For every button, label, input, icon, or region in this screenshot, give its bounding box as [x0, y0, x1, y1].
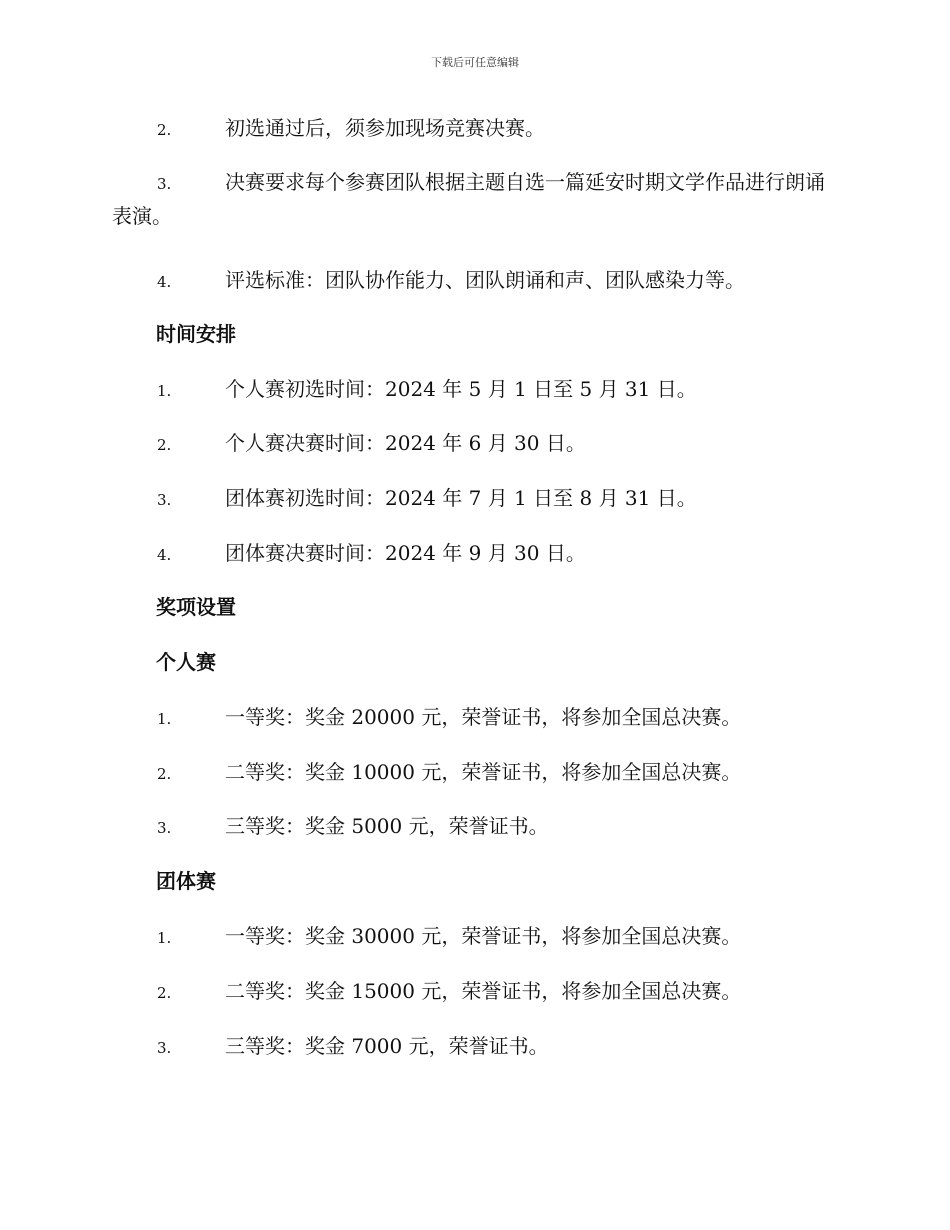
list-item: [112, 373, 837, 407]
item-text: 二等奖：奖金 10000 元，荣誉证书，将参加全国总决赛。: [225, 760, 742, 784]
list-item: [112, 112, 837, 146]
item-text: 评选标准：团队协作能力、团队朗诵和声、团队感染力等。: [225, 268, 745, 292]
list-item: [112, 482, 837, 516]
list-item: [112, 920, 837, 954]
list-item: [112, 166, 837, 232]
item-text: 决赛要求每个参赛团队根据主题自选一篇延安时期文学作品进行朗诵表演。: [112, 170, 825, 228]
item-text: 一等奖：奖金 30000 元，荣誉证书，将参加全国总决赛。: [225, 924, 742, 948]
list-item: [112, 975, 837, 1009]
list-item: [112, 1030, 837, 1064]
item-text: 三等奖：奖金 7000 元，荣誉证书。: [225, 1034, 549, 1058]
item-text: 二等奖：奖金 15000 元，荣誉证书，将参加全国总决赛。: [225, 979, 742, 1003]
item-text: 初选通过后，须参加现场竞赛决赛。: [225, 116, 545, 140]
item-number: 2.: [157, 984, 172, 1002]
list-item: [112, 810, 837, 844]
item-number: 2.: [157, 436, 172, 454]
item-number: 4.: [157, 546, 172, 564]
item-number: 3.: [157, 1039, 172, 1057]
page-header: 下载后可任意编辑: [431, 56, 519, 69]
list-item: [112, 427, 837, 461]
subheading-team: 团体赛: [156, 869, 216, 893]
item-text: 团体赛初选时间：2024 年 7 月 1 日至 8 月 31 日。: [225, 486, 697, 510]
item-number: 2.: [157, 765, 172, 783]
section-heading-schedule: 时间安排: [156, 322, 236, 346]
item-number: 3.: [157, 175, 172, 193]
item-text: 个人赛决赛时间：2024 年 6 月 30 日。: [225, 431, 586, 455]
item-text: 个人赛初选时间：2024 年 5 月 1 日至 5 月 31 日。: [225, 377, 697, 401]
item-text: 团体赛决赛时间：2024 年 9 月 30 日。: [225, 541, 586, 565]
list-item: [112, 756, 837, 790]
item-number: 3.: [157, 819, 172, 837]
list-item: [112, 264, 837, 298]
list-item: [112, 537, 837, 571]
item-number: 2.: [157, 121, 172, 139]
section-heading-awards: 奖项设置: [156, 595, 236, 619]
item-number: 3.: [157, 491, 172, 509]
item-number: 1.: [157, 929, 172, 947]
list-item: [112, 701, 837, 735]
item-number: 1.: [157, 382, 172, 400]
item-number: 1.: [157, 710, 172, 728]
item-text: 三等奖：奖金 5000 元，荣誉证书。: [225, 814, 549, 838]
item-number: 4.: [157, 273, 172, 291]
subheading-individual: 个人赛: [156, 650, 216, 674]
item-text: 一等奖：奖金 20000 元，荣誉证书，将参加全国总决赛。: [225, 705, 742, 729]
